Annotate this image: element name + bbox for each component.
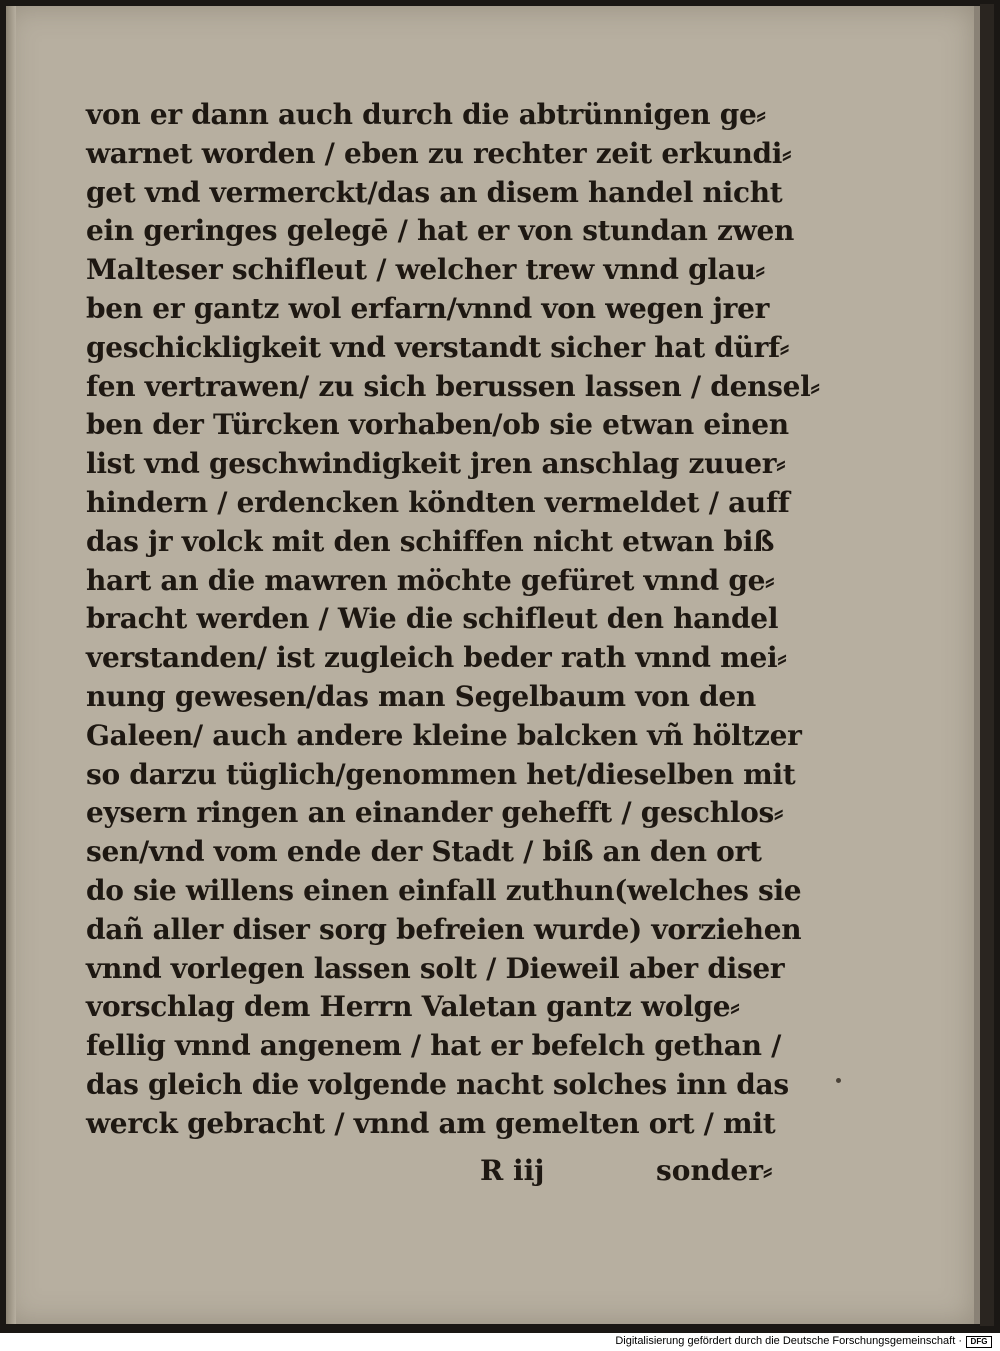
- text-line: ben der Türcken vorhaben/ob sie etwan einen: [86, 408, 789, 442]
- text-line: geschickligkeit vnd verstandt sicher hat dürf⸗: [86, 330, 789, 364]
- ink-speck: [836, 1078, 841, 1083]
- text-line: nung gewesen/das man Segelbaum von den: [86, 679, 756, 713]
- text-line: eysern ringen an einander gehefft / geschlos⸗: [86, 796, 783, 830]
- text-line: vnnd vorlegen lassen solt / Dieweil aber diser: [86, 951, 785, 985]
- text-line: do sie willens einen einfall zuthun(welches sie: [86, 873, 802, 907]
- text-line: dañ aller diser sorg befreien wurde) vorziehen: [86, 912, 802, 946]
- text-line: warnet worden / eben zu rechter zeit erkundi⸗: [86, 136, 792, 170]
- text-line: ben er gantz wol erfarn/vnnd von wegen jrer: [86, 291, 770, 325]
- text-line: Malteser schifleut / welcher trew vnnd glau⸗: [86, 253, 765, 287]
- text-line: Galeen/ auch andere kleine balcken vñ höltzer: [86, 718, 802, 752]
- body-text: [86, 96, 820, 1144]
- text-line: das jr volck mit den schiffen nicht etwan biß: [86, 524, 775, 558]
- text-line: ein geringes gelegē / hat er von stundan zwen: [86, 214, 795, 248]
- text-line: fen vertrawen/ zu sich berussen lassen / densel⸗: [86, 369, 820, 403]
- text-line: hart an die mawren möchte gefüret vnnd ge⸗: [86, 563, 775, 597]
- text-line: werck gebracht / vnnd am gemelten ort / mit: [86, 1106, 776, 1140]
- text-line: bracht werden / Wie die schifleut den handel: [86, 602, 779, 636]
- footer-bar: [0, 1333, 1000, 1351]
- text-line: list vnd geschwindigkeit jren anschlag zuuer⸗: [86, 447, 786, 481]
- text-line: verstanden/ ist zugleich beder rath vnnd mei⸗: [86, 641, 787, 675]
- page-gutter: [6, 6, 16, 1324]
- text-line: das gleich die volgende nacht solches inn das: [86, 1067, 789, 1101]
- text-line: get vnd vermerckt/das an disem handel nicht: [86, 175, 783, 209]
- text-line: sen/vnd vom ende der Stadt / biß an den ort: [86, 835, 762, 869]
- text-line: von er dann auch durch die abtrünnigen ge⸗: [86, 98, 766, 131]
- footer-credit: Digitalisierung gefördert durch die Deutsche Forschungsgemeinschaft ·: [615, 1335, 962, 1347]
- catchword: sonder⸗: [656, 1154, 773, 1187]
- text-line: hindern / erdencken köndten vermeldet / auff: [86, 485, 790, 519]
- text-line: fellig vnnd angenem / hat er befelch gethan /: [86, 1029, 782, 1063]
- text-line: so darzu tüglich/genommen het/dieselben mit: [86, 757, 796, 791]
- text-line: vorschlag dem Herrn Valetan gantz wolge⸗: [86, 990, 740, 1024]
- signature-mark: R iij: [480, 1154, 545, 1187]
- page-edge-dark: [980, 4, 994, 1326]
- dfg-logo-icon[interactable]: DFG: [966, 1336, 992, 1348]
